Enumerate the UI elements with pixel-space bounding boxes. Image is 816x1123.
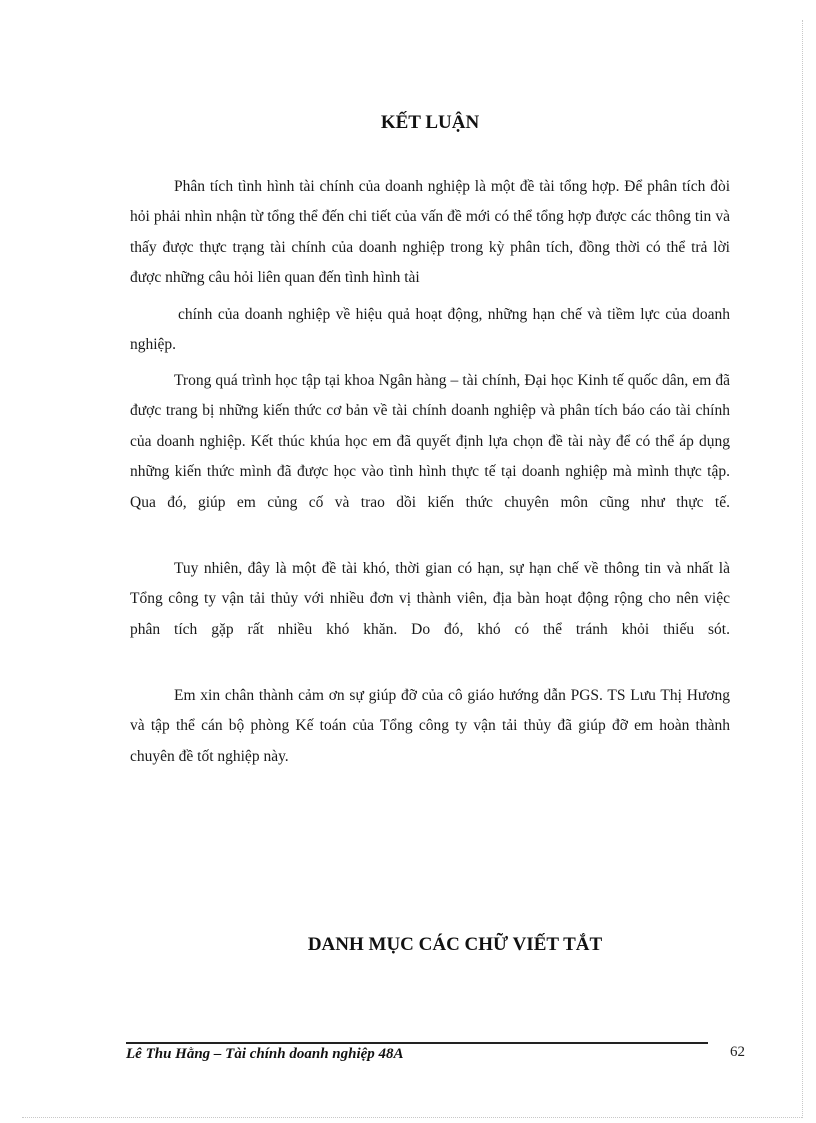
paragraph-intro-text: Phân tích tình hình tài chính của doanh nghiệp là một đề tài tổng hợp. Để phân tích đòi hỏi phải nhìn nhận từ tổng thể đến chi tiết của vấn đề mới có thể tổng hợp được các thông tin và thấy được thực trạng tài chính của doanh nghiệp trong kỳ phân tích, đồng thời có thể trả lời được những câu hỏi liên quan đến tình hình tài [130,178,730,287]
paragraph-difficulties [130,554,730,645]
paragraph-thanks-text: Em xin chân thành cảm ơn sự giúp đỡ của cô giáo hướng dẫn PGS. TS Lưu Thị Hương và tập thể cán bộ phòng Kế toán của Tổng công ty vận tải thủy đã giúp đỡ em hoàn thành chuyên đề tốt nghiệp này. [130,687,730,765]
paragraph-thanks [130,681,730,772]
paragraph-intro-continued [130,300,730,361]
page-number: 62 [730,1044,745,1060]
paragraph-study [130,366,730,518]
abbreviations-heading: DANH MỤC CÁC CHỮ VIẾT TẮT [307,934,603,955]
conclusion-heading: KẾT LUẬN [380,112,480,133]
paragraph-difficulties-text: Tuy nhiên, đây là một đề tài khó, thời gian có hạn, sự hạn chế về thông tin và nhất là Tổng công ty vận tải thủy với nhiều đơn vị thành viên, địa bàn hoạt động rộng cho nên việc phân tích gặp rất nhiều khó khăn. Do đó, khó có thể tránh khỏi thiếu sót. [130,560,730,638]
footer-rule [126,1042,708,1044]
paragraph-study-text: Trong quá trình học tập tại khoa Ngân hàng – tài chính, Đại học Kinh tế quốc dân, em đã được trang bị những kiến thức cơ bản về tài chính doanh nghiệp và phân tích báo cáo tài chính của doanh nghiệp. Kết thúc khúa học em đã quyết định lựa chọn đề tài này để có thể áp dụng những kiến thức mình đã được học vào tình hình thực tế tại doanh nghiệp mà mình thực tập. Qua đó, giúp em củng cố và trao dồi kiến thức chuyên môn cũng như thực tế. [130,372,730,511]
footer-author: Lê Thu Hằng – Tài chính doanh nghiệp 48A [126,1046,404,1062]
page-frame-bottom [22,1117,802,1118]
paragraph-intro-continued-text: chính của doanh nghiệp về hiệu quả hoạt động, những hạn chế và tiềm lực của doanh nghiệp. [130,306,730,354]
paragraph-intro [130,172,730,294]
